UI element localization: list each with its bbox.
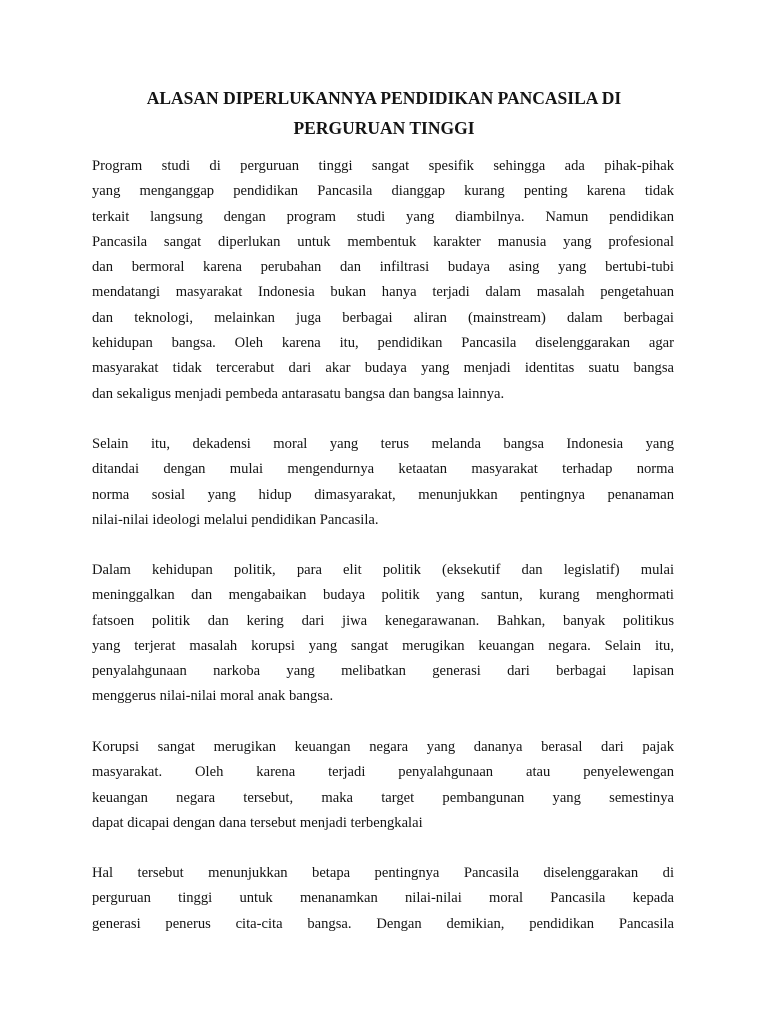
- paragraph-line: masyarakat. Oleh karena terjadi penyalahgunaan atau penyelewengan: [92, 764, 674, 781]
- paragraph-line: dan bermoral karena perubahan dan infiltrasi budaya asing yang bertubi-tubi: [92, 259, 674, 276]
- paragraph: [92, 560, 674, 712]
- paragraph-line: Korupsi sangat merugikan keuangan negara yang dananya berasal dari pajak: [92, 739, 674, 755]
- page-title-line-1: ALASAN DIPERLUKANNYA PENDIDIKAN PANCASILA DI: [146, 88, 622, 108]
- paragraph-line: dan teknologi, melainkan juga berbagai aliran (mainstream) dalam berbagai: [92, 309, 674, 326]
- paragraph-line: menggerus nilai-nilai moral anak bangsa.: [92, 688, 334, 705]
- paragraph-line: masyarakat tidak tercerabut dari akar budaya yang menjadi identitas suatu bangsa: [92, 360, 674, 377]
- paragraph-line: Selain itu, dekadensi moral yang terus melanda bangsa Indonesia yang: [92, 436, 674, 452]
- paragraph-line: nilai-nilai ideologi melalui pendidikan Pancasila.: [92, 511, 379, 528]
- paragraph-line: terkait langsung dengan program studi yang diambilnya. Namun pendidikan: [92, 208, 674, 225]
- paragraph-line: Program studi di perguruan tinggi sangat spesifik sehingga ada pihak-pihak: [92, 158, 674, 174]
- paragraph-line: ditandai dengan mulai mengendurnya ketaatan masyarakat terhadap norma: [92, 461, 674, 478]
- paragraph-line: Pancasila sangat diperlukan untuk membentuk karakter manusia yang profesional: [92, 233, 674, 250]
- paragraph-line: generasi penerus cita-cita bangsa. Dengan demikian, pendidikan Pancasila: [92, 915, 674, 932]
- paragraph-line: keuangan negara tersebut, maka target pembangunan yang semestinya: [92, 789, 674, 806]
- paragraph-line: Hal tersebut menunjukkan betapa pentingnya Pancasila diselenggarakan di: [92, 865, 674, 881]
- paragraph: [92, 156, 674, 409]
- paragraph-line: Dalam kehidupan politik, para elit politik (eksekutif dan legislatif) mulai: [92, 562, 674, 578]
- paragraph: [92, 863, 674, 939]
- paragraph-line: yang menganggap pendidikan Pancasila dianggap kurang penting karena tidak: [92, 183, 674, 200]
- paragraph-line: mendatangi masyarakat Indonesia bukan hanya terjadi dalam masalah pengetahuan: [92, 284, 674, 301]
- paragraph-line: dapat dicapai dengan dana tersebut menjadi terbengkalai: [92, 814, 423, 831]
- paragraph-line: meninggalkan dan mengabaikan budaya politik yang santun, kurang menghormati: [92, 587, 674, 604]
- paragraph-line: norma sosial yang hidup dimasyarakat, menunjukkan pentingnya penanaman: [92, 486, 674, 503]
- paragraph-line: yang terjerat masalah korupsi yang sangat merugikan keuangan negara. Selain itu,: [92, 637, 674, 654]
- paragraph: [92, 434, 674, 535]
- page-title-line-2: PERGURUAN TINGGI: [293, 118, 475, 138]
- paragraph-line: dan sekaligus menjadi pembeda antarasatu bangsa dan bangsa lainnya.: [92, 385, 505, 402]
- paragraph-line: perguruan tinggi untuk menanamkan nilai-nilai moral Pancasila kepada: [92, 890, 674, 907]
- paragraph: [92, 737, 674, 838]
- paragraph-line: fatsoen politik dan kering dari jiwa kenegarawanan. Bahkan, banyak politikus: [92, 612, 674, 629]
- paragraph-line: penyalahgunaan narkoba yang melibatkan generasi dari berbagai lapisan: [92, 663, 674, 680]
- paragraph-line: kehidupan bangsa. Oleh karena itu, pendidikan Pancasila diselenggarakan agar: [92, 335, 674, 352]
